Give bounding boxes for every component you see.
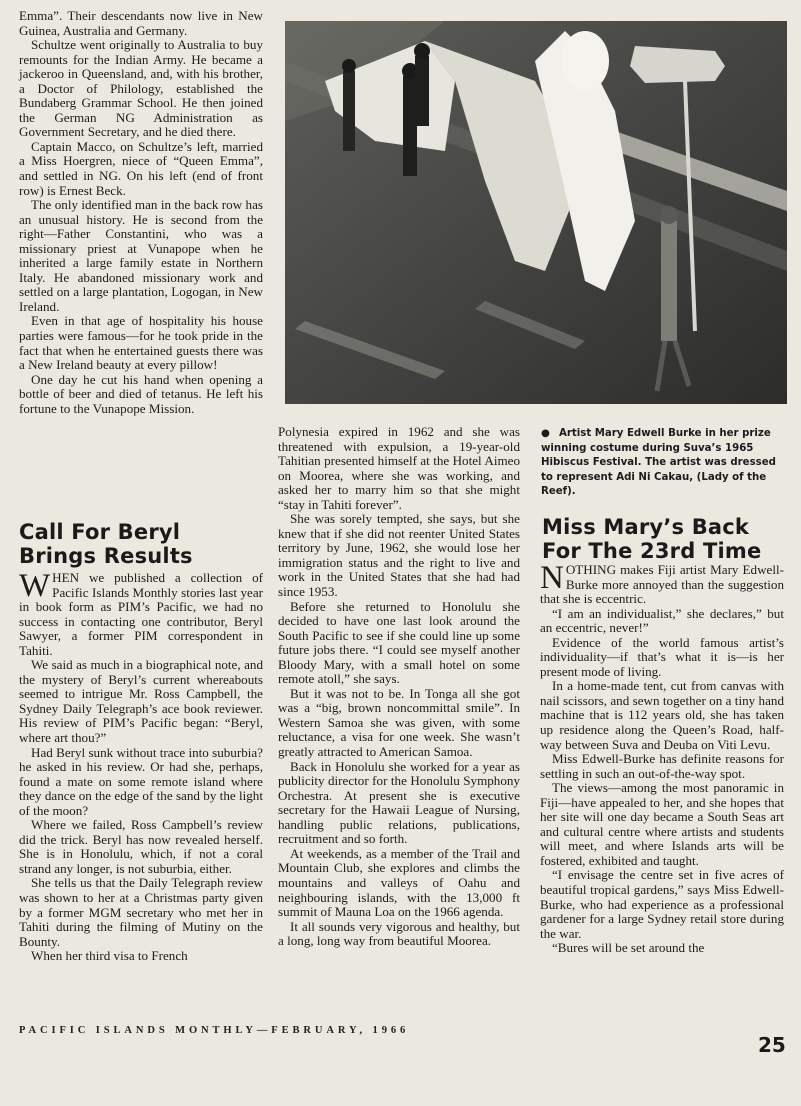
page-number: 25 [758, 1033, 786, 1057]
paragraph: “Bures will be set around the [552, 940, 705, 956]
mary-first-paragraph: NOTHING makes Fiji artist Mary Edwell-Burke more annoyed than the suggestion that she is eccentric. [540, 560, 784, 607]
paragraph: In a home-made tent, cut from canvas with nail scissors, and sewn together on a tiny hand machine that is 112 years old, she has taken up residence along the Queen’s Road, half-way between Suva and Deuba on Viti Levu. [540, 678, 784, 752]
left-column [19, 9, 263, 416]
paragraph: Evidence of the world famous artist’s individuality—if that’s what it is—is her present mode of living. [540, 634, 784, 679]
paragraph: She tells us that the Daily Telegraph review was shown to her at a Christmas party given by a former MGM secretary who met her in Tahiti during the filming of Mutiny on the Bounty. [19, 875, 263, 949]
photo-caption: ● Artist Mary Edwell Burke in her prize winning costume during Suva’s 1965 Hibiscus Festival. The artist was dressed to represent Adi Ni Cakau, (Lady of the Reef). [541, 428, 776, 498]
drop-cap: N [540, 560, 564, 596]
paragraph: We said as much in a biographical note, and the mystery of Beryl’s current whereabouts seemed to intrigue Mr. Ross Campbell, the Sydney Daily Telegraph’s ace book reviewer. His review of PIM’s Pacific began: “Beryl, where art thou?” [19, 657, 263, 746]
beryl-headline: Call For Beryl Brings Results [19, 520, 193, 568]
mary-headline: Miss Mary’s Back For The 23rd Time [542, 515, 762, 563]
paragraph: At weekends, as a member of the Trail and Mountain Club, she explores and climbs the mountains and valleys of Oahu and neighbouring islands, with the 13,000 ft summit of Mauna Loa on the 1966 agenda. [278, 845, 520, 920]
paragraph: Captain Macco, on Schultze’s left, married a Miss Hoergren, niece of “Queen Emma”, and settled in NG. On his left (end of front row) is Ernest Beck. [19, 138, 263, 198]
drop-cap: W [19, 568, 51, 604]
paragraph: Even in that age of hospitality his house parties were famous—for he took pride in the fact that when he entertained guests there was a New Ireland beauty at every pillow! [19, 313, 263, 373]
paragraph: The only identified man in the back row has an unusual history. He is second from the right—Father Constantini, who was a missionary priest at Vunapope when he inherited a large family estate in Northern Italy. He abandoned missionary work and settled on a large plantation, Logogan, in New Ireland. [19, 197, 263, 314]
running-footer: PACIFIC ISLANDS MONTHLY—FEBRUARY, 1966 [19, 1025, 410, 1036]
paragraph: Emma”. Their descendants now live in New Guinea, Australia and Germany. [19, 8, 263, 38]
photo-illustration [285, 21, 787, 404]
paragraph: Polynesia expired in 1962 and she was threatened with expulsion, a 19-year-old Tahitian presented himself at the Hotel Aimeo on Moorea, where she was working, and asked her to marry him so that she might “stay in Tahiti forever”. [278, 424, 520, 512]
festival-photo [285, 21, 787, 404]
beryl-article-body [19, 568, 263, 964]
paragraph: Where we failed, Ross Campbell’s review did the trick. Beryl has now revealed herself. She is in Honolulu, which, if not a coral strand any longer, is not suburbia, either. [19, 817, 263, 876]
paragraph: Had Beryl sunk without trace into suburbia? he asked in his review. Or had she, perhaps, found a mate on some remote island where they dance on the edge of the sand by the light of the moon? [19, 744, 263, 818]
paragraph: She was sorely tempted, she says, but she knew that if she did not reenter United States territory by June, 1962, she would lose her immigration status and the right to live and work in the United States that she had had since 1953. [278, 511, 520, 600]
paragraph: Schultze went originally to Australia to buy remounts for the Indian Army. He became a jackeroo in Queensland, and, with his brother, a Doctor of Philology, established the Bundaberg Grammar School. He then joined the German NG Administration as Government Secretary, and he died there. [19, 37, 263, 140]
paragraph: Before she returned to Honolulu she decided to have one last look around the South Pacific to see if she could line up some future jobs there. “I could see myself another Bloody Mary, with a small hotel on some remote atoll,” she says. [278, 598, 520, 687]
mary-article-body [540, 560, 784, 956]
bullet-icon: ● [541, 428, 550, 439]
paragraph: Back in Honolulu she worked for a year as publicity director for the Honolulu Symphony Orchestra. At present she is executive secretary for the Hawaii League of Nursing, handling public relations, publications, recruitment and so forth. [278, 758, 520, 847]
paragraph: “I am an individualist,” she declares,” but an eccentric, never!” [540, 605, 784, 636]
paragraph: The views—among the most panoramic in Fiji—have appealed to her, and she hopes that her site will one day became a South Seas art and cultural centre where artists and students will meet, and where Islands arts will be fostered, exhibited and taught. [540, 780, 784, 868]
middle-column [278, 425, 520, 949]
paragraph: Miss Edwell-Burke has definite reasons for settling in such an out-of-the-way spot. [540, 751, 784, 781]
paragraph: But it was not to be. In Tonga all she got was a “big, brown noncommittal smile”. In Western Samoa she was given, with some reluctance, a visa for one week. She wasn’t greatly attracted to American Samoa. [278, 685, 520, 760]
paragraph: It all sounds very vigorous and healthy, but a long, long way from beautiful Moorea. [278, 918, 520, 949]
paragraph: “I envisage the centre set in five acres of beautiful tropical gardens,” says Miss Edwell-Burke, who had experience as a professional gardener for a large Sydney retail store during the war. [540, 867, 784, 941]
paragraph: One day he cut his hand when opening a bottle of beer and died of tetanus. He left his fortune to the Vunapope Mission. [19, 371, 263, 416]
beryl-first-paragraph: WHEN we published a collection of Pacific Islands Monthly stories last year in book form as PIM’s Pacific, we had no success in contacting one contributor, Beryl Sawyer, a former PIM correspondent in Tahiti. [19, 568, 263, 658]
paragraph: When her third visa to French [31, 948, 188, 964]
